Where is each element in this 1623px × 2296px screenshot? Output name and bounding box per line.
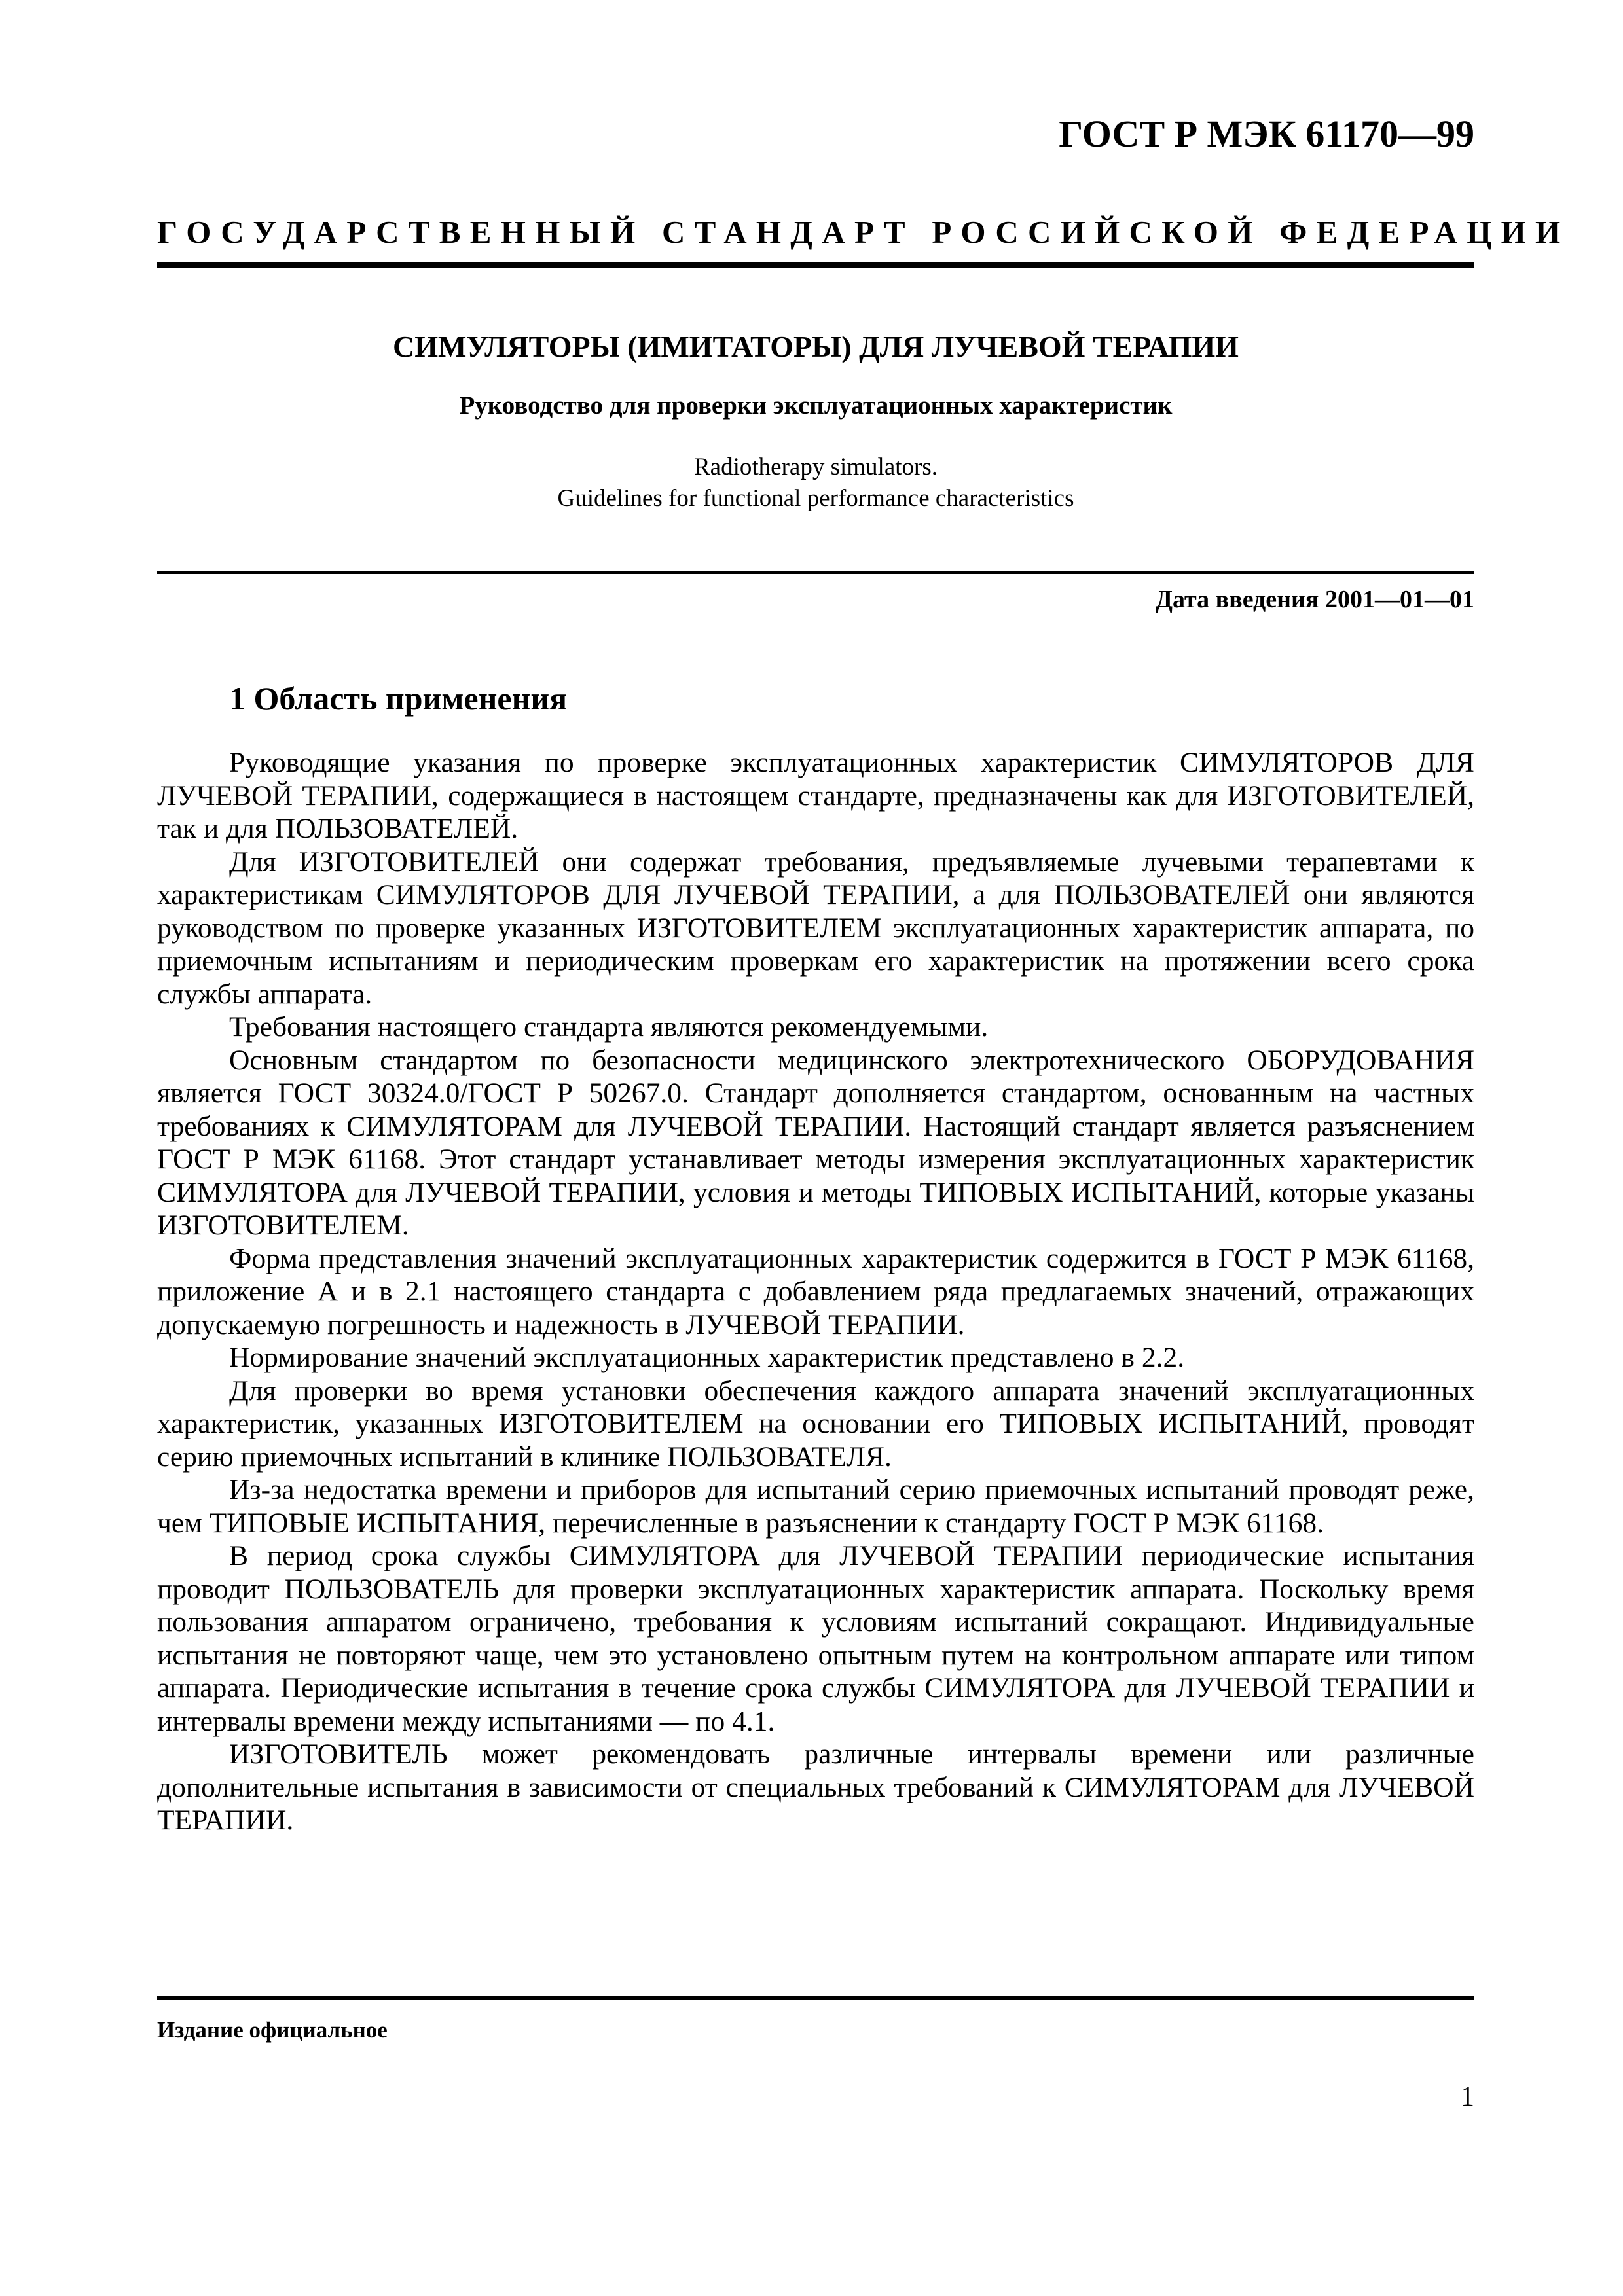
body-paragraph: В период срока службы СИМУЛЯТОРА для ЛУЧЕВОЙ ТЕРАПИИ периодические испытания проводит ПОЛЬЗОВАТЕЛЬ для проверки эксплуатационных характеристик аппарата. Поскольку время пользования аппаратом ограничено, требования к условиям испытаний сокращают. Индивидуальные испытания не повторяют чаще, чем это установлено опытным путем на контрольном аппарате или типом аппарата. Периодические испытания в течение срока службы СИМУЛЯТОРА для ЛУЧЕВОЙ ТЕРАПИИ и интервалы времени между испытаниями — по 4.1.	[157, 1540, 1474, 1737]
date-introduced: Дата введения 2001—01—01	[1155, 586, 1474, 613]
body-paragraph: Для ИЗГОТОВИТЕЛЕЙ они содержат требования, предъявляемые лучевыми терапевтами к характеристикам СИМУЛЯТОРОВ ДЛЯ ЛУЧЕВОЙ ТЕРАПИИ, а для ПОЛЬЗОВАТЕЛЕЙ они являются руководством по проверке указанных ИЗГОТОВИТЕЛЕМ эксплуатационных характеристик аппарата, по приемочным испытаниям и периодическим проверкам его характеристик на протяжении всего срока службы аппарата.	[157, 846, 1474, 1010]
footer-rule-divider	[157, 1996, 1474, 2000]
body-paragraph: Из-за недостатка времени и приборов для испытаний серию приемочных испытаний проводят реже, чем ТИПОВЫЕ ИСПЫТАНИЯ, перечисленные в разъяснении к стандарту ГОСТ Р МЭК 61168.	[157, 1474, 1474, 1539]
english-title-line-2: Guidelines for functional performance characteristics	[557, 485, 1074, 512]
document-subtitle: Руководство для проверки эксплуатационных характеристик	[459, 391, 1173, 420]
body-paragraph: Для проверки во время установки обеспечения каждого аппарата значений эксплуатационных характеристик, указанных ИЗГОТОВИТЕЛЕМ на основании его ТИПОВЫХ ИСПЫТАНИЙ, проводят серию приемочных испытаний в клинике ПОЛЬЗОВАТЕЛЯ.	[157, 1374, 1474, 1473]
body-paragraph: Требования настоящего стандарта являются рекомендуемыми.	[229, 1011, 989, 1043]
body-paragraph: Руководящие указания по проверке эксплуатационных характеристик СИМУЛЯТОРОВ ДЛЯ ЛУЧЕВОЙ ТЕРАПИИ, содержащиеся в настоящем стандарте, предназначены как для ИЗГОТОВИТЕЛЕЙ, так и для ПОЛЬЗОВАТЕЛЕЙ.	[157, 747, 1474, 844]
section-heading: 1 Область применения	[229, 680, 568, 717]
body-paragraph: Нормирование значений эксплуатационных характеристик представлено в 2.2.	[229, 1342, 1185, 1373]
official-edition-label: Издание официальное	[157, 2017, 388, 2043]
page-number: 1	[1460, 2081, 1474, 2112]
top-rule-divider	[157, 262, 1474, 268]
body-paragraph: Основным стандартом по безопасности медицинского электротехнического ОБОРУДОВАНИЯ является ГОСТ 30324.0/ГОСТ Р 50267.0. Стандарт дополняется стандартом, основанным на частных требованиях к СИМУЛЯТОРАМ для ЛУЧЕВОЙ ТЕРАПИИ. Настоящий стандарт является разъяснением ГОСТ Р МЭК 61168. Этот стандарт устанавливает методы измерения эксплуатационных характеристик СИМУЛЯТОРА для ЛУЧЕВОЙ ТЕРАПИИ, условия и методы ТИПОВЫХ ИСПЫТАНИЙ, которые указаны ИЗГОТОВИТЕЛЕМ.	[157, 1044, 1474, 1241]
body-paragraph: ИЗГОТОВИТЕЛЬ может рекомендовать различные интервалы времени или различные дополнительные испытания в зависимости от специальных требований к СИМУЛЯТОРАМ для ЛУЧЕВОЙ ТЕРАПИИ.	[157, 1738, 1474, 1836]
state-standard-banner: ГОСУДАРСТВЕННЫЙ СТАНДАРТ РОССИЙСКОЙ ФЕДЕРАЦИИ	[157, 214, 1570, 250]
document-title: СИМУЛЯТОРЫ (ИМИТАТОРЫ) ДЛЯ ЛУЧЕВОЙ ТЕРАПИИ	[393, 330, 1239, 363]
section-body	[157, 746, 1474, 1837]
title-rule-divider	[157, 571, 1474, 574]
english-title-line-1: Radiotherapy simulators.	[694, 454, 938, 480]
document-code: ГОСТ Р МЭК 61170—99	[1059, 113, 1474, 155]
body-paragraph: Форма представления значений эксплуатационных характеристик содержится в ГОСТ Р МЭК 61168, приложение А и в 2.1 настоящего стандарта с добавлением ряда предлагаемых значений, отражающих допускаемую погрешность и надежность в ЛУЧЕВОЙ ТЕРАПИИ.	[157, 1242, 1474, 1340]
english-title	[157, 452, 1474, 514]
